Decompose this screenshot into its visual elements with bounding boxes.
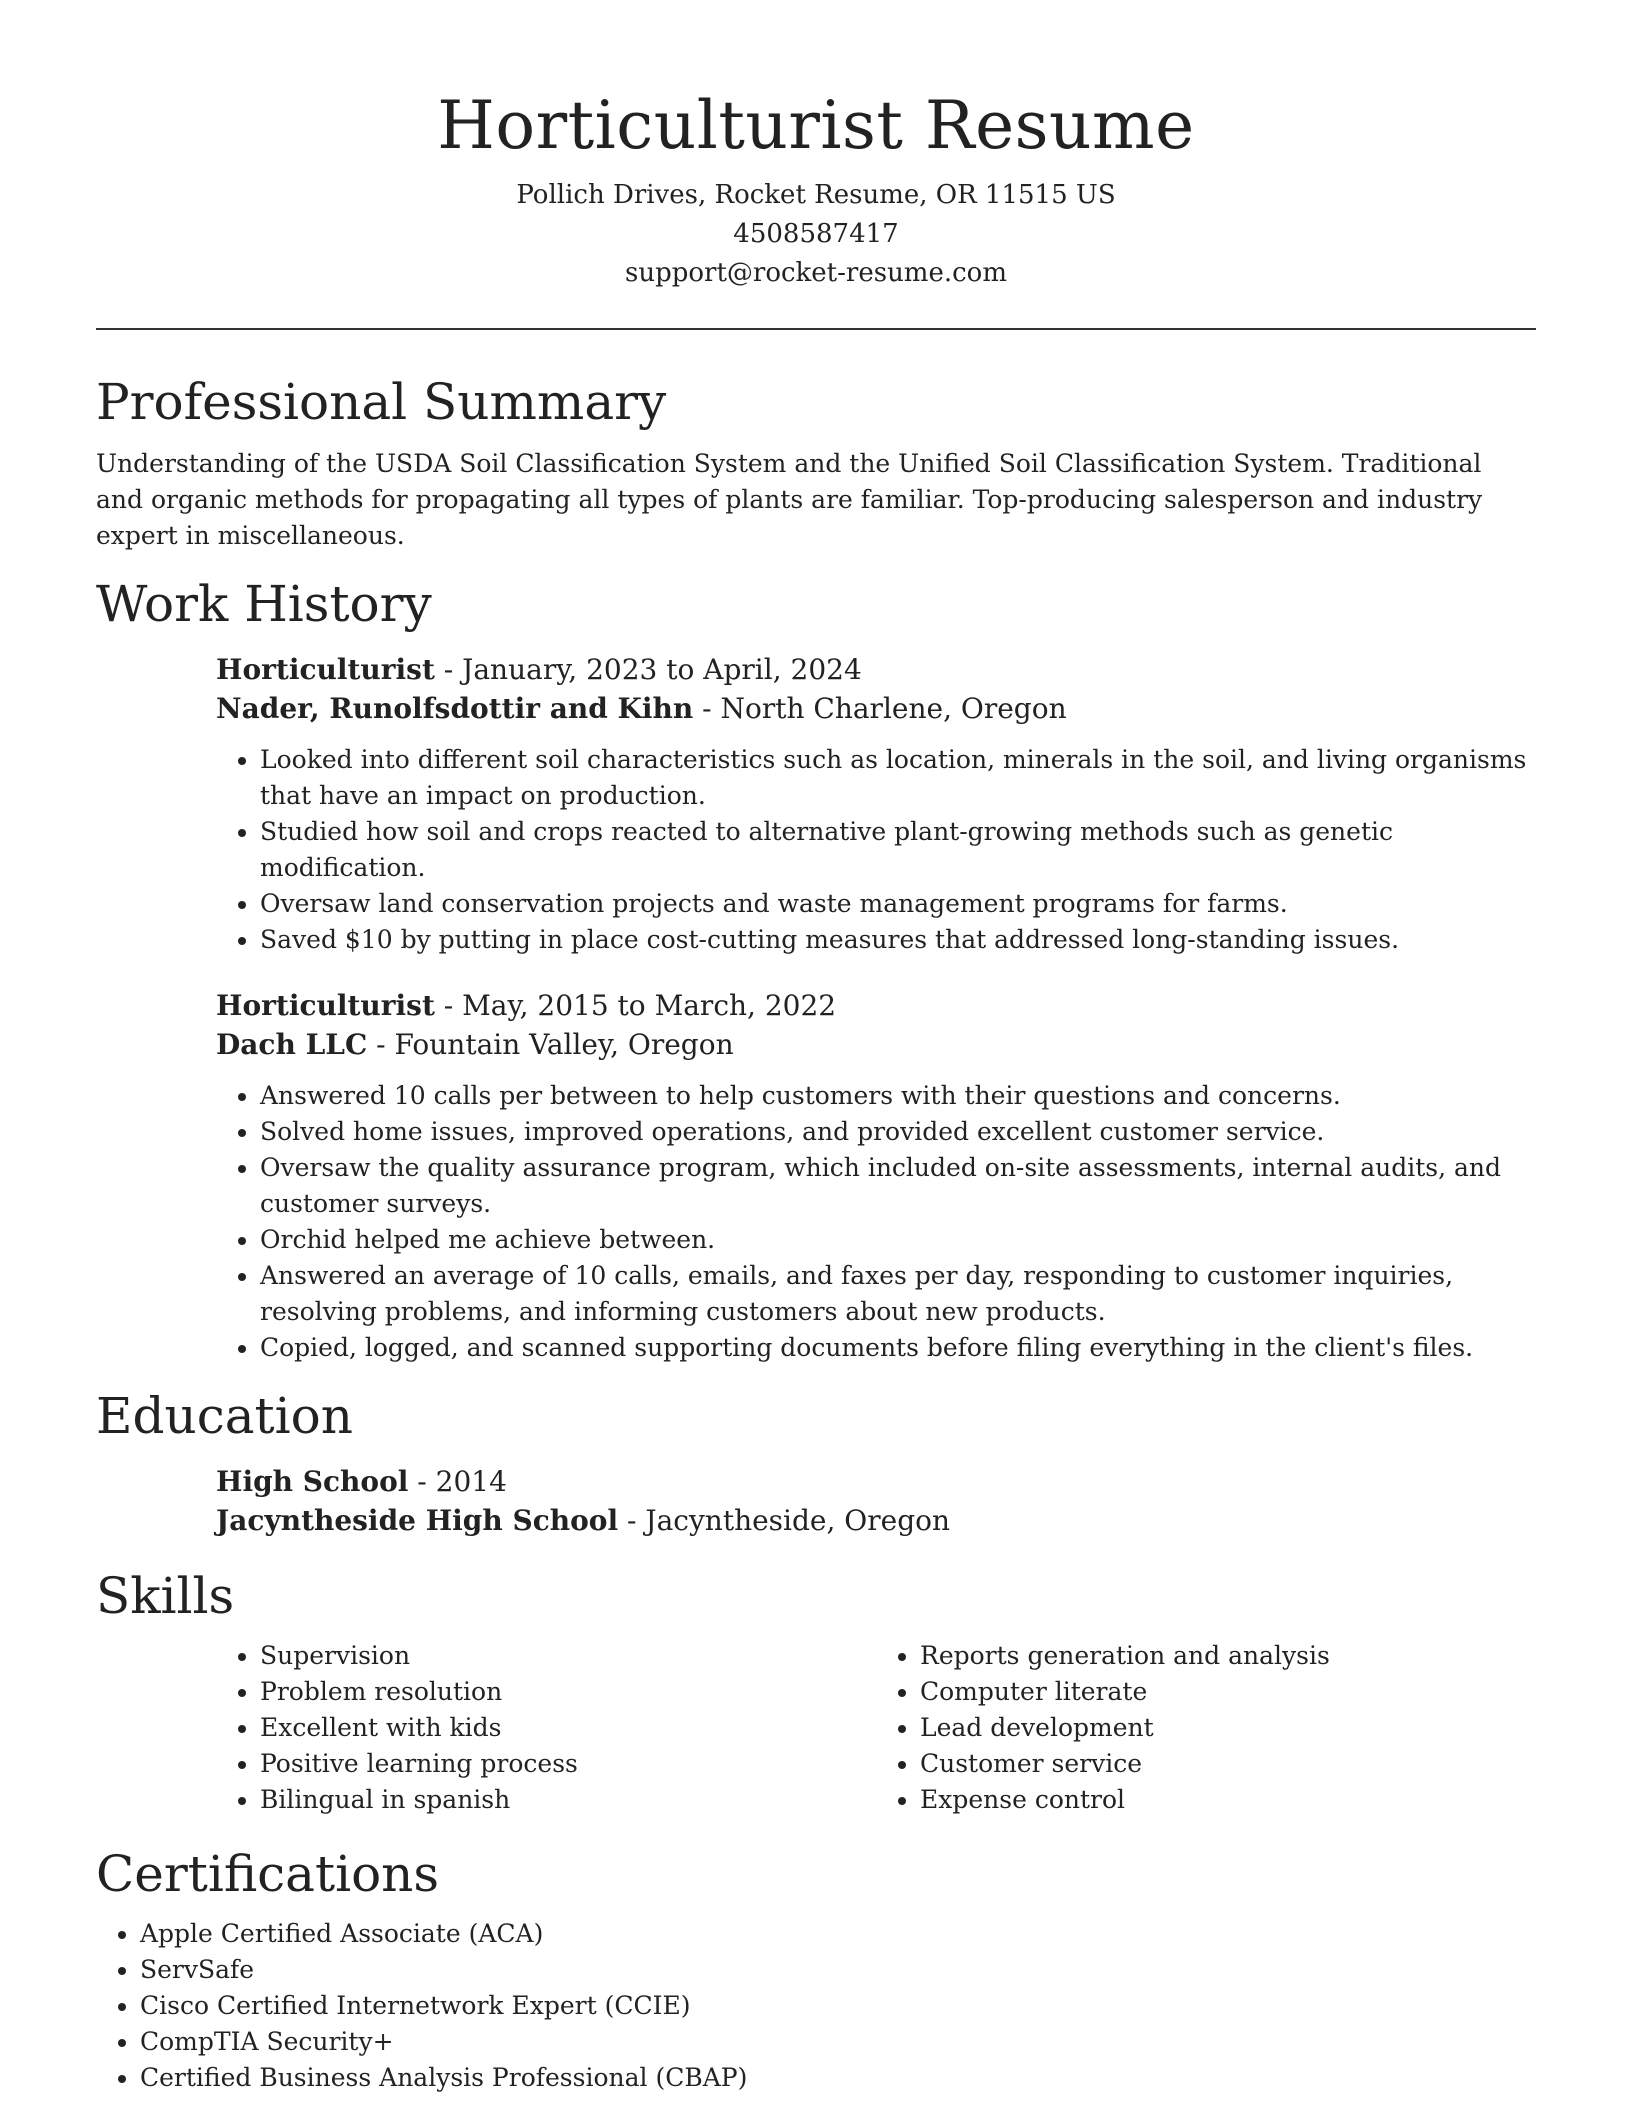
education-section [96, 1384, 1536, 1540]
education-year: - 2014 [408, 1465, 507, 1498]
list-item: • Oversaw the quality assurance program, which included on-site assessments, internal audits, and customer surveys. [260, 1150, 1536, 1222]
job-entry [216, 650, 1536, 958]
list-item: • Customer service [920, 1746, 1536, 1782]
resume-header [96, 0, 1536, 293]
job-dates: - May, 2015 to March, 2022 [434, 989, 837, 1022]
job-company: Dach LLC [216, 1028, 368, 1061]
contact-phone: 4508587417 [733, 219, 899, 249]
job-title-line [216, 650, 1536, 689]
education-location: - Jacyntheside, Oregon [618, 1504, 951, 1537]
list-item: • Expense control [920, 1782, 1536, 1818]
list-item: • Copied, logged, and scanned supporting documents before filing everything in the client's files. [260, 1330, 1536, 1366]
education-degree-line [216, 1462, 1536, 1501]
resume-page [96, 0, 1536, 2096]
list-item: • Answered 10 calls per between to help customers with their questions and concerns. [260, 1078, 1536, 1114]
education-school-line [216, 1501, 1536, 1540]
job-company-line [216, 1025, 1536, 1064]
skills-list-left [216, 1638, 876, 1818]
list-item: • Cisco Certified Internetwork Expert (CCIE) [140, 1988, 1536, 2024]
list-item: • Supervision [260, 1638, 876, 1674]
work-section [96, 572, 1536, 1366]
education-school: Jacyntheside High School [216, 1504, 619, 1537]
skills-list-right [876, 1638, 1536, 1818]
work-heading: Work History [96, 575, 432, 633]
education-entry [216, 1462, 1536, 1540]
job-location: - North Charlene, Oregon [693, 692, 1067, 725]
summary-text: Understanding of the USDA Soil Classification System and the Unified Soil Classification System. Traditional and organic methods for propagating all types of plants are familiar. Top-producing salesperson and industry expert in miscellaneous. [96, 449, 1483, 550]
list-item: • CompTIA Security+ [140, 2024, 1536, 2060]
job-company-line [216, 689, 1536, 728]
contact-address: Pollich Drives, Rocket Resume, OR 11515 US [516, 180, 1116, 210]
certifications-section [96, 1842, 1536, 2096]
certifications-heading: Certifications [96, 1845, 440, 1903]
list-item: • Saved $10 by putting in place cost-cutting measures that addressed long-standing issues. [260, 922, 1536, 958]
skills-section [96, 1564, 1536, 1818]
list-item: • Certified Business Analysis Professional (CBAP) [140, 2060, 1536, 2096]
list-item: • ServSafe [140, 1952, 1536, 1988]
education-degree: High School [216, 1465, 409, 1498]
job-bullets [216, 742, 1536, 958]
list-item: • Positive learning process [260, 1746, 876, 1782]
job-dates: - January, 2023 to April, 2024 [434, 653, 862, 686]
summary-heading: Professional Summary [96, 373, 667, 431]
summary-section [96, 370, 1536, 554]
education-heading: Education [96, 1387, 353, 1445]
skills-heading: Skills [96, 1567, 235, 1625]
list-item: • Solved home issues, improved operations, and provided excellent customer service. [260, 1114, 1536, 1150]
resume-title: Horticulturist Resume [437, 87, 1195, 164]
list-item: • Oversaw land conservation projects and waste management programs for farms. [260, 886, 1536, 922]
list-item: • Looked into different soil characteristics such as location, minerals in the soil, and living organisms that have an impact on production. [260, 742, 1536, 814]
skills-columns [216, 1638, 1536, 1818]
list-item: • Bilingual in spanish [260, 1782, 876, 1818]
list-item: • Orchid helped me achieve between. [260, 1222, 1536, 1258]
list-item: • Studied how soil and crops reacted to alternative plant-growing methods such as genetic modification. [260, 814, 1536, 886]
job-role: Horticulturist [216, 989, 435, 1022]
job-title-line [216, 986, 1536, 1025]
job-entry [216, 986, 1536, 1366]
list-item: • Problem resolution [260, 1674, 876, 1710]
list-item: • Computer literate [920, 1674, 1536, 1710]
list-item: • Apple Certified Associate (ACA) [140, 1916, 1536, 1952]
list-item: • Answered an average of 10 calls, emails, and faxes per day, responding to customer inquiries, resolving problems, and informing customers about new products. [260, 1258, 1536, 1330]
job-location: - Fountain Valley, Oregon [367, 1028, 734, 1061]
list-item: • Lead development [920, 1710, 1536, 1746]
job-role: Horticulturist [216, 653, 435, 686]
header-divider [96, 328, 1536, 330]
list-item: • Excellent with kids [260, 1710, 876, 1746]
job-bullets [216, 1078, 1536, 1366]
job-company: Nader, Runolfsdottir and Kihn [216, 692, 694, 725]
contact-email: support@rocket-resume.com [624, 258, 1007, 288]
list-item: • Reports generation and analysis [920, 1638, 1536, 1674]
certifications-list [96, 1916, 1536, 2096]
